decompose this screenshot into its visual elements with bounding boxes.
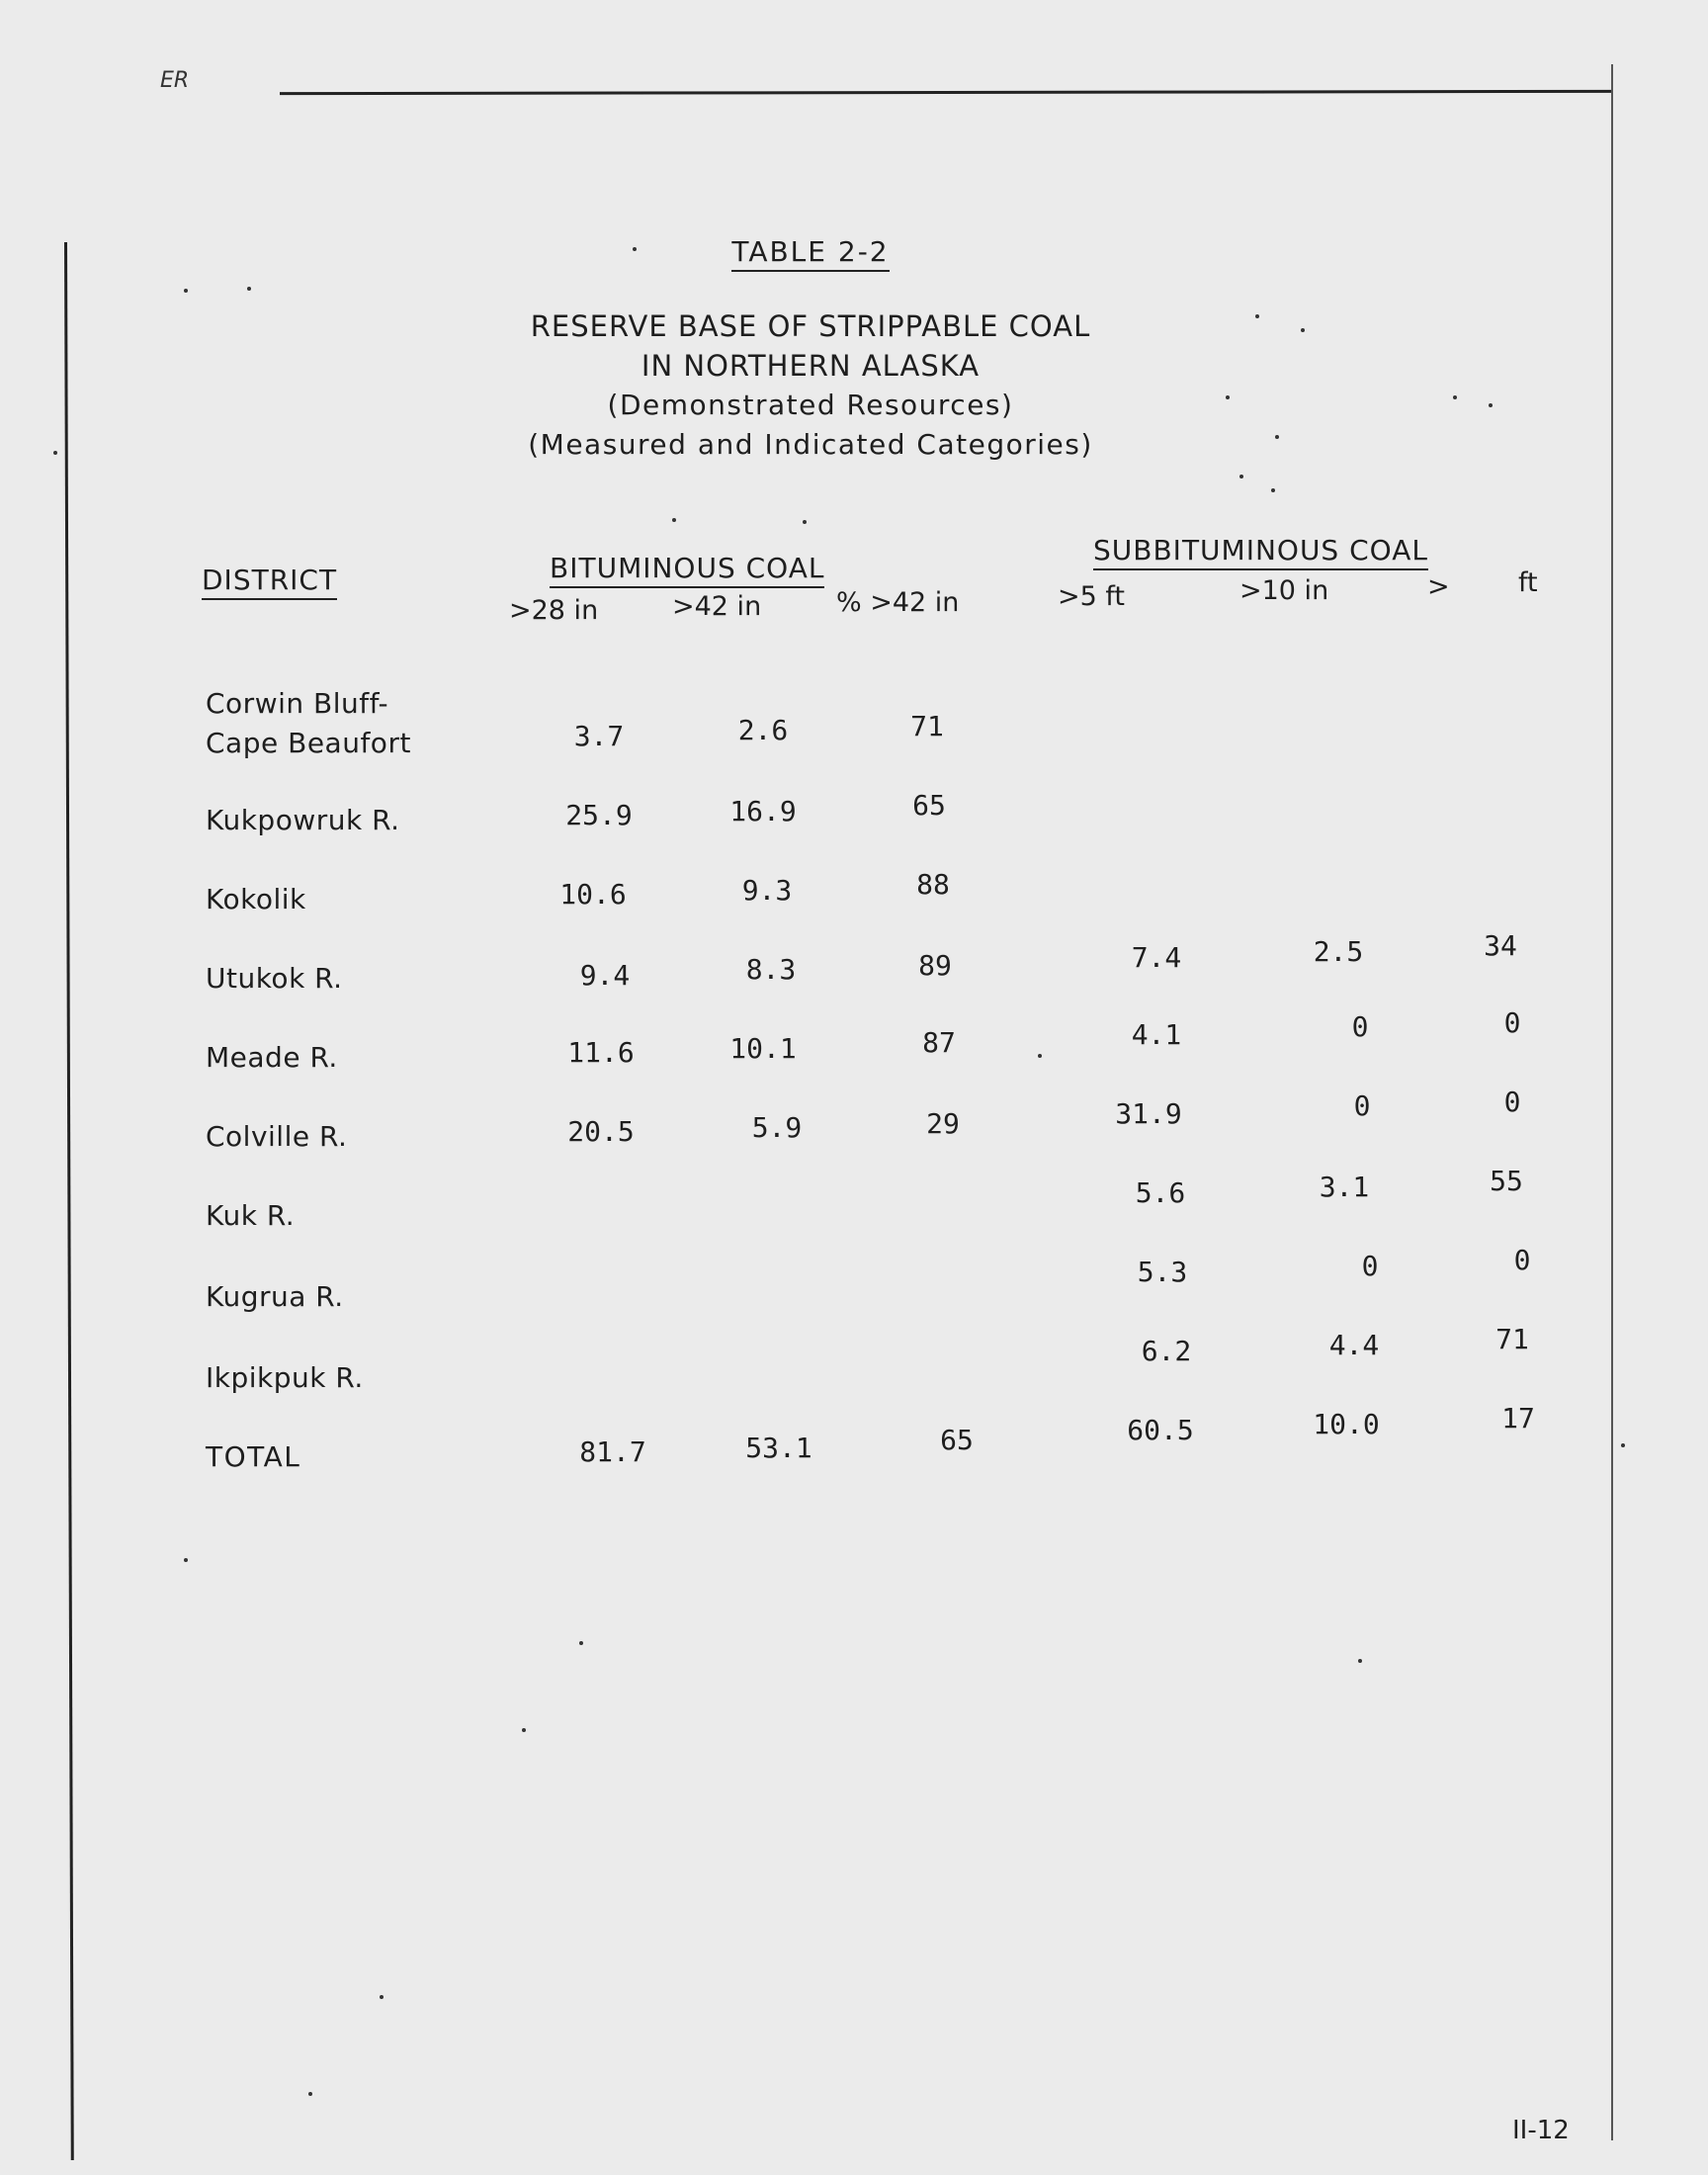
cell-s10: 2.5 xyxy=(1313,935,1364,968)
photocopy-speck xyxy=(1621,1443,1625,1447)
row-district: Meade R. xyxy=(206,1041,338,1074)
cell-bpct: 65 xyxy=(912,789,946,822)
photocopy-speck xyxy=(1226,395,1230,399)
cell-s5: 5.6 xyxy=(1135,1176,1186,1209)
cell-s5: 6.2 xyxy=(1141,1335,1192,1367)
frame-left-rule xyxy=(64,242,74,2160)
cell-spct: 17 xyxy=(1501,1402,1535,1435)
table-label xyxy=(0,235,1621,268)
photocopy-speck xyxy=(1255,314,1259,318)
cell-b28: 9.4 xyxy=(579,959,631,992)
page-number: II-12 xyxy=(1512,2116,1570,2145)
photocopy-speck xyxy=(380,1995,384,1999)
cell-b42: 16.9 xyxy=(729,795,797,827)
cell-bpct: 88 xyxy=(916,868,950,901)
photocopy-speck xyxy=(672,518,676,522)
cell-b42: 8.3 xyxy=(745,953,797,986)
cell-b28: 3.7 xyxy=(573,720,625,752)
cell-spct: 0 xyxy=(1503,1006,1521,1039)
photocopy-speck xyxy=(1271,488,1275,492)
photocopy-speck xyxy=(633,247,637,251)
subheader-b42: >42 in xyxy=(672,591,762,622)
title-line-2: IN NORTHERN ALASKA xyxy=(640,349,981,383)
subheader-spct-unit: ft xyxy=(1518,567,1538,598)
photocopy-speck xyxy=(522,1728,526,1732)
cell-s10: 0 xyxy=(1353,1089,1371,1122)
cell-s10: 0 xyxy=(1361,1250,1379,1282)
photocopy-speck xyxy=(184,289,188,293)
row-district: Utukok R. xyxy=(206,962,343,995)
cell-b28: 10.6 xyxy=(559,878,627,911)
title-line-3: (Demonstrated Resources) xyxy=(607,389,1014,421)
photocopy-speck xyxy=(1453,395,1457,399)
cell-bpct: 29 xyxy=(926,1107,960,1140)
cell-s5: 60.5 xyxy=(1127,1414,1194,1446)
photocopy-speck xyxy=(1301,328,1305,332)
cell-bpct: 87 xyxy=(922,1026,956,1059)
cell-s5: 31.9 xyxy=(1115,1097,1182,1130)
photocopy-speck xyxy=(53,451,57,455)
cell-spct: 34 xyxy=(1484,929,1517,962)
row-district: Ikpikpuk R. xyxy=(206,1361,364,1394)
row-district-line2: Cape Beaufort xyxy=(206,727,411,759)
row-district-line1: Corwin Bluff- xyxy=(206,687,389,720)
photocopy-speck xyxy=(803,520,807,524)
photocopy-speck xyxy=(184,1558,188,1562)
header-subbituminous: SUBBITUMINOUS COAL xyxy=(1093,534,1428,566)
cell-bpct: 71 xyxy=(910,710,944,742)
title-line-4: (Measured and Indicated Categories) xyxy=(528,428,1093,461)
subheader-s5: >5 ft xyxy=(1058,581,1126,612)
row-district: Kukpowruk R. xyxy=(206,804,400,836)
cell-s10: 10.0 xyxy=(1313,1408,1380,1440)
cell-b28: 11.6 xyxy=(567,1036,635,1069)
cell-s10: 4.4 xyxy=(1328,1329,1380,1361)
frame-right-rule xyxy=(1611,64,1613,2140)
row-district: Kokolik xyxy=(206,883,306,915)
row-district: Colville R. xyxy=(206,1120,348,1153)
cell-s10: 0 xyxy=(1351,1010,1369,1043)
title-line-1: RESERVE BASE OF STRIPPABLE COAL xyxy=(530,309,1091,343)
subheader-bpct: % >42 in xyxy=(836,587,960,618)
frame-top-rule xyxy=(280,90,1612,95)
cell-b42: 5.9 xyxy=(751,1111,803,1144)
cell-bpct: 65 xyxy=(940,1424,974,1456)
photocopy-speck xyxy=(1239,475,1243,478)
cell-s10: 3.1 xyxy=(1319,1171,1370,1203)
cell-b28: 25.9 xyxy=(565,799,633,831)
cell-b28: 20.5 xyxy=(567,1115,635,1148)
photocopy-speck xyxy=(1489,403,1493,407)
photocopy-speck xyxy=(1038,1054,1042,1058)
corner-mark: ER xyxy=(160,68,190,93)
cell-spct: 0 xyxy=(1513,1244,1531,1276)
row-district: Kuk R. xyxy=(206,1199,296,1232)
row-district-total: TOTAL xyxy=(206,1440,301,1473)
cell-spct: 71 xyxy=(1495,1323,1529,1355)
photocopy-speck xyxy=(579,1641,583,1645)
cell-b42: 2.6 xyxy=(737,714,789,746)
cell-b42: 53.1 xyxy=(745,1432,812,1464)
subheader-spct: > xyxy=(1427,571,1450,602)
photocopy-speck xyxy=(1358,1659,1362,1663)
table-title xyxy=(376,306,1245,465)
header-district: DISTRICT xyxy=(202,564,337,596)
header-bituminous: BITUMINOUS COAL xyxy=(550,552,824,584)
subheader-b28: >28 in xyxy=(509,595,599,626)
photocopy-speck xyxy=(308,2092,312,2096)
table-label-text: TABLE 2-2 xyxy=(731,235,889,272)
photocopy-speck xyxy=(247,287,251,291)
cell-spct: 0 xyxy=(1503,1086,1521,1118)
cell-s5: 5.3 xyxy=(1137,1256,1188,1288)
cell-s5: 4.1 xyxy=(1131,1018,1182,1051)
cell-spct: 55 xyxy=(1490,1165,1523,1197)
cell-bpct: 89 xyxy=(918,949,952,982)
row-district: Kugrua R. xyxy=(206,1280,344,1313)
photocopy-speck xyxy=(1275,435,1279,439)
cell-b42: 10.1 xyxy=(729,1032,797,1065)
cell-b42: 9.3 xyxy=(741,874,793,907)
subheader-s10: >10 in xyxy=(1239,575,1329,606)
cell-s5: 7.4 xyxy=(1131,941,1182,974)
cell-b28: 81.7 xyxy=(579,1436,646,1468)
